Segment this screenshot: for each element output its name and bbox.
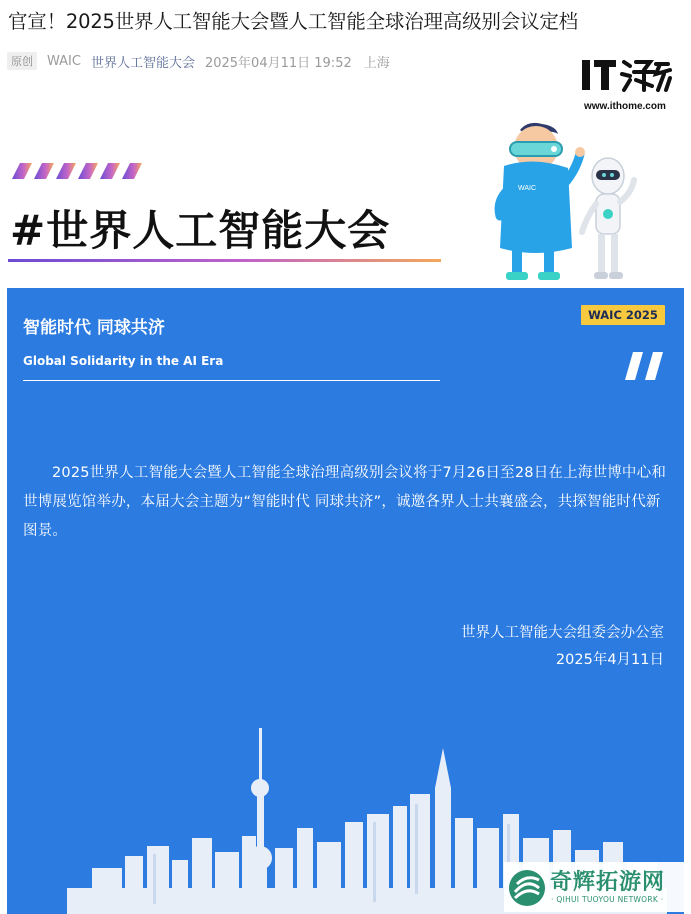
- site-name-cn: 奇辉拓游网: [550, 869, 666, 895]
- theme-chinese: 智能时代 同球共济: [23, 318, 165, 338]
- account-link[interactable]: 世界人工智能大会: [90, 55, 195, 71]
- theme-english: Global Solidarity in the AI Era: [23, 354, 224, 368]
- signature-block: [461, 620, 664, 674]
- quote-mark-icon: [625, 350, 665, 382]
- site-watermark: [504, 862, 684, 912]
- mascot-chest-text: WAIC: [518, 185, 537, 192]
- waic-badge: WAIC 2025: [581, 305, 665, 325]
- mascot-illustration: [490, 118, 640, 288]
- source-label: WAIC: [47, 53, 81, 69]
- theme-divider: [23, 380, 440, 381]
- publish-time: 2025年04月11日 19:52: [204, 55, 352, 71]
- original-tag: 原创: [7, 52, 37, 70]
- article-meta: [7, 51, 390, 71]
- signature-org: 世界人工智能大会组委会办公室: [461, 625, 664, 641]
- ithome-url: www.ithome.com: [584, 101, 666, 112]
- hashtag-heading: #世界人工智能大会: [10, 206, 391, 255]
- site-logo-icon: [507, 868, 547, 908]
- site-name-en: · QIHUI TUOYOU NETWORK ·: [551, 895, 664, 904]
- signature-date: 2025年4月11日: [555, 652, 664, 668]
- decor-stripes: [12, 161, 152, 181]
- poster-panel: [7, 288, 684, 914]
- announcement-body: 2025世界人工智能大会暨人工智能全球治理高级别会议将于7月26日至28日在上海世博中心和世博展览馆举办，本届大会主题为“智能时代 同球共济”，诚邀各界人士共襄盛会，共探智能时代新图景。: [23, 465, 667, 539]
- hashtag-underline: [8, 259, 441, 262]
- mascot-robot: [582, 158, 634, 279]
- mascot-blue: [499, 123, 585, 280]
- publish-location: 上海: [363, 55, 390, 71]
- article-title: 官宣！2025世界人工智能大会暨人工智能全球治理高级别会议定档: [8, 10, 578, 33]
